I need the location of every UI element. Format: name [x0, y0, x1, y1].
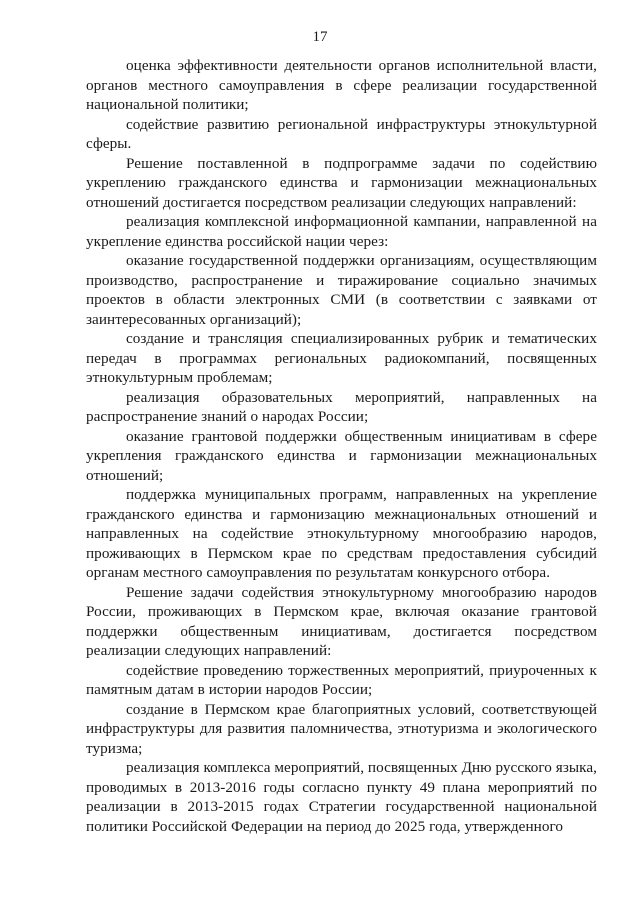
paragraph-information-campaign: реализация комплексной информационной кампании, направленной на укрепление единства российской нации через:	[86, 213, 597, 250]
paragraph-diversity-task: Решение задачи содействия этнокультурному многообразию народов России, проживающих в Пермском крае, включая оказание грантовой поддержки общественным инициативам, достигается посредством реализации следующих направлений:	[86, 583, 597, 659]
paragraph-ethnocultural-infrastructure: содействие развитию региональной инфраструктуры этнокультурной сферы.	[86, 115, 597, 152]
paragraph-radio-programs: создание и трансляция специализированных рубрик и тематических передач в программах региональных радиокомпаний, посвященных этнокультурным проблемам;	[86, 330, 597, 386]
paragraph-grant-support: оказание грантовой поддержки общественным инициативам в сфере укрепления гражданского единства и гармонизации межнациональных отношений;	[86, 427, 597, 484]
page-number: 17	[312, 29, 328, 45]
paragraph-russian-language-day: реализация комплекса мероприятий, посвященных Дню русского языка, проводимых в 2013-2016 годы согласно пункту 49 плана мероприятий по реализации в 2013-2015 годах Стратегии государственной национальной политики Российской Федерации на период до 2025 года, утвержденного	[86, 759, 597, 835]
paragraph-media-support: оказание государственной поддержки организациям, осуществляющим производство, распространение и тиражирование социально значимых проектов в области электронных СМИ (в соответствии с заявками от заинтересованных организаций);	[86, 252, 597, 328]
paragraph-civil-unity-task: Решение поставленной в подпрограмме задачи по содействию укреплению гражданского единства и гармонизации межнациональных отношений достигается посредством реализации следующих направлений:	[86, 154, 597, 211]
paragraph-educational-events: реализация образовательных мероприятий, направленных на распространение знаний о народах России;	[86, 388, 597, 425]
paragraph-performance-evaluation: оценка эффективности деятельности органов исполнительной власти, органов местного самоуправления в сфере реализации государственной национальной политики;	[86, 57, 597, 113]
document-body	[86, 56, 597, 836]
paragraph-memorial-events: содействие проведению торжественных мероприятий, приуроченных к памятным датам в истории народов России;	[86, 661, 597, 698]
paragraph-tourism-infrastructure: создание в Пермском крае благоприятных условий, соответствующей инфраструктуры для развития паломничества, этнотуризма и экологического туризма;	[86, 700, 597, 757]
paragraph-municipal-programs: поддержка муниципальных программ, направленных на укрепление гражданского единства и гармонизацию межнациональных отношений и направленных на содействие этнокультурному многообразию народов, проживающих в Пермском крае по средствам предоставления субсидий органам местного самоуправления по результатам конкурсного отбора.	[86, 486, 597, 581]
